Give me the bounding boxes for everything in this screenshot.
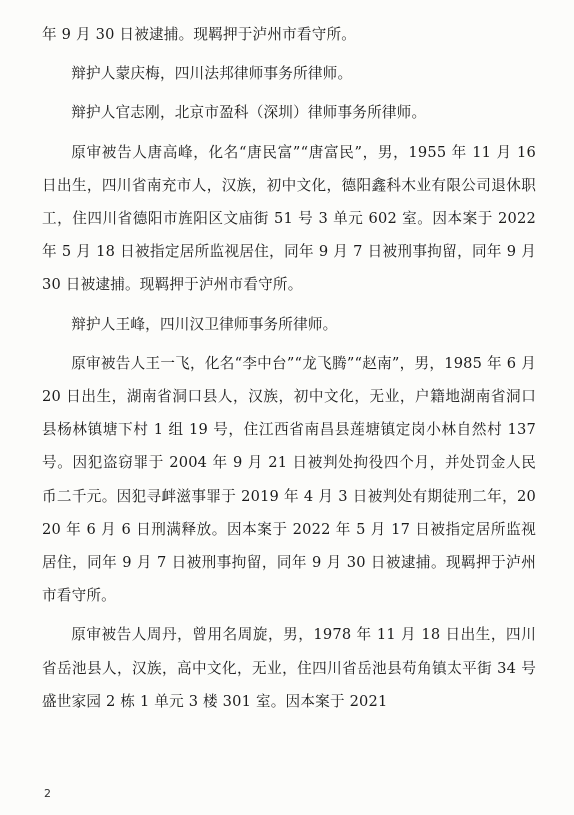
paragraph-defendant-wang: 原审被告人王一飞，化名“李中台”“龙飞腾”“赵南”，男，1985 年 6 月 20 日出生，湖南省洞口县人，汉族，初中文化，无业，户籍地湖南省洞口县杨林镇塘下村 1 组 19 号，住江西省南昌县莲塘镇定岗小林自然村 137 号。因犯盗窃罪于 2004 年 9 月 21 日被判处拘役四个月，并处罚金人民币二千元。因犯寻衅滋事罪于 2019 年 4 月 3 日被判处有期徒刑二年，2020 年 6 月 6 日刑满释放。因本案于 2022 年 5 月 17 日被指定居所监视居住，同年 9 月 7 日被刑事拘留，同年 9 月 30 日被逮捕。现羁押于泸州市看守所。 (42, 354, 536, 605)
page-number: 2 (44, 787, 51, 800)
paragraph-defender-wang: 辩护人王峰，四川汉卫律师事务所律师。 (71, 315, 338, 333)
paragraph-defendant-tang: 原审被告人唐高峰，化名“唐民富”“唐富民”，男，1955 年 11 月 16 日出生，四川省南充市人，汉族，初中文化，德阳鑫科木业有限公司退休职工，住四川省德阳市旌阳区文庙街 51 号 3 单元 602 室。因本案于 2022 年 5 月 18 日被指定居所监视居住，同年 9 月 7 日被刑事拘留，同年 9 月 30 日被逮捕。现羁押于泸州市看守所。 (42, 143, 536, 294)
paragraph-arrest-continuation: 年 9 月 30 日被逮捕。现羁押于泸州市看守所。 (42, 26, 357, 43)
paragraph-defender-meng: 辩护人蒙庆梅，四川法邦律师事务所律师。 (71, 65, 353, 83)
paragraph-defender-guan: 辩护人官志刚，北京市盈科（深圳）律师事务所律师。 (71, 104, 427, 122)
paragraph-defendant-zhou: 原审被告人周丹，曾用名周旋，男，1978 年 11 月 18 日出生，四川省岳池县人，汉族，高中文化，无业，住四川省岳池县苟角镇太平街 34 号盛世家园 2 栋 1 单元 3 楼 301 室。因本案于 2021 (42, 626, 536, 710)
